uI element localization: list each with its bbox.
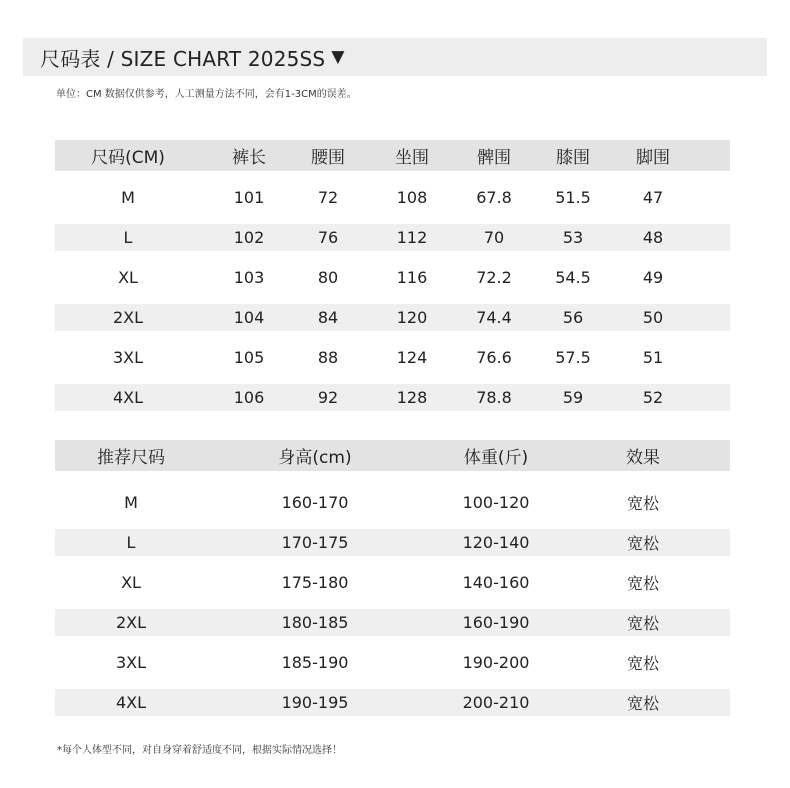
column-header: 推荐尺码 — [97, 448, 165, 468]
table-cell: 84 — [317, 308, 339, 327]
table-row — [55, 689, 730, 716]
table-cell: 92 — [317, 388, 339, 407]
table-cell: 180-185 — [281, 613, 349, 632]
table-header-row — [55, 440, 730, 471]
footnote: *每个人体型不同，对自身穿着舒适度不同，根据实际情况选择！ — [57, 745, 342, 756]
table-cell: 103 — [233, 268, 265, 287]
table-cell: 104 — [233, 308, 265, 327]
table-cell: 190-200 — [462, 653, 530, 672]
table-cell: 宽松 — [626, 614, 660, 633]
table-cell: M — [121, 188, 135, 207]
table-cell: 128 — [396, 388, 428, 407]
table-header-row — [55, 140, 730, 171]
table-cell: 116 — [396, 268, 428, 287]
table-cell: 120-140 — [462, 533, 530, 552]
table-row — [55, 609, 730, 636]
table-row — [55, 344, 730, 371]
table-cell: 48 — [642, 228, 664, 247]
table-cell: 49 — [642, 268, 664, 287]
table-cell: 54.5 — [555, 268, 591, 287]
unit-note: 单位：CM 数据仅供参考，人工测量方法不同，会有1-3CM的误差。 — [56, 89, 357, 100]
table-cell: 108 — [396, 188, 428, 207]
table-row — [55, 304, 730, 331]
table-cell: 53 — [562, 228, 584, 247]
table-cell: XL — [121, 573, 141, 592]
table-cell: 52 — [642, 388, 664, 407]
table-cell: 51 — [642, 348, 664, 367]
table-row — [55, 184, 730, 211]
table-cell: 200-210 — [462, 693, 530, 712]
table-cell: 宽松 — [626, 574, 660, 593]
table-cell: 59 — [562, 388, 584, 407]
column-header: 身高(cm) — [278, 448, 352, 468]
table-cell: 宽松 — [626, 694, 660, 713]
table-cell: 120 — [396, 308, 428, 327]
table-cell: 50 — [642, 308, 664, 327]
table-cell: 160-170 — [281, 493, 349, 512]
table-cell: 47 — [642, 188, 664, 207]
table-row — [55, 224, 730, 251]
column-header: 尺码(CM) — [91, 148, 165, 168]
table-cell: 3XL — [112, 348, 144, 367]
table-cell: 4XL — [112, 388, 144, 407]
table-cell: 70 — [483, 228, 505, 247]
table-cell: 宽松 — [626, 494, 660, 513]
column-header: 坐围 — [395, 148, 429, 168]
column-header: 腰围 — [311, 148, 345, 168]
column-header: 效果 — [626, 448, 660, 468]
table-cell: L — [126, 533, 136, 552]
table-row — [55, 569, 730, 596]
table-cell: 2XL — [115, 613, 147, 632]
table-cell: 160-190 — [462, 613, 530, 632]
table-row — [55, 489, 730, 516]
table-cell: 80 — [317, 268, 339, 287]
table-row — [55, 649, 730, 676]
table-cell: 88 — [317, 348, 339, 367]
table-cell: 67.8 — [476, 188, 512, 207]
table-cell: 3XL — [115, 653, 147, 672]
table-cell: 105 — [233, 348, 265, 367]
page-title: 尺码表 / SIZE CHART 2025SS — [40, 46, 326, 71]
column-header: 脚围 — [636, 148, 670, 168]
table-cell: 102 — [233, 228, 265, 247]
table-cell: 4XL — [115, 693, 147, 712]
column-header: 裤长 — [232, 148, 266, 168]
table-cell: 78.8 — [476, 388, 512, 407]
table-cell: M — [124, 493, 138, 512]
table-cell: 2XL — [112, 308, 144, 327]
table-cell: 101 — [233, 188, 265, 207]
table-cell: 140-160 — [462, 573, 530, 592]
column-header: 膝围 — [556, 148, 590, 168]
table-cell: L — [123, 228, 133, 247]
table-row — [55, 264, 730, 291]
table-cell: 74.4 — [476, 308, 512, 327]
column-header: 髀围 — [477, 148, 511, 168]
table-cell: 51.5 — [555, 188, 591, 207]
table-cell: 56 — [562, 308, 584, 327]
table-cell: 100-120 — [462, 493, 530, 512]
table-cell: 72 — [317, 188, 339, 207]
table-cell: XL — [118, 268, 138, 287]
triangle-down-icon: ▼ — [331, 47, 345, 67]
table-cell: 170-175 — [281, 533, 349, 552]
table-cell: 175-180 — [281, 573, 349, 592]
table-cell: 57.5 — [555, 348, 591, 367]
table-cell: 宽松 — [626, 534, 660, 553]
table-cell: 宽松 — [626, 654, 660, 673]
table-cell: 72.2 — [476, 268, 512, 287]
table-cell: 190-195 — [281, 693, 349, 712]
table-cell: 124 — [396, 348, 428, 367]
size-chart-header — [23, 38, 767, 76]
column-header: 体重(斤) — [463, 448, 529, 468]
table-row — [55, 384, 730, 411]
table-cell: 106 — [233, 388, 265, 407]
table-cell: 76.6 — [476, 348, 512, 367]
table-cell: 112 — [396, 228, 428, 247]
table-cell: 76 — [317, 228, 339, 247]
table-row — [55, 529, 730, 556]
table-cell: 185-190 — [281, 653, 349, 672]
